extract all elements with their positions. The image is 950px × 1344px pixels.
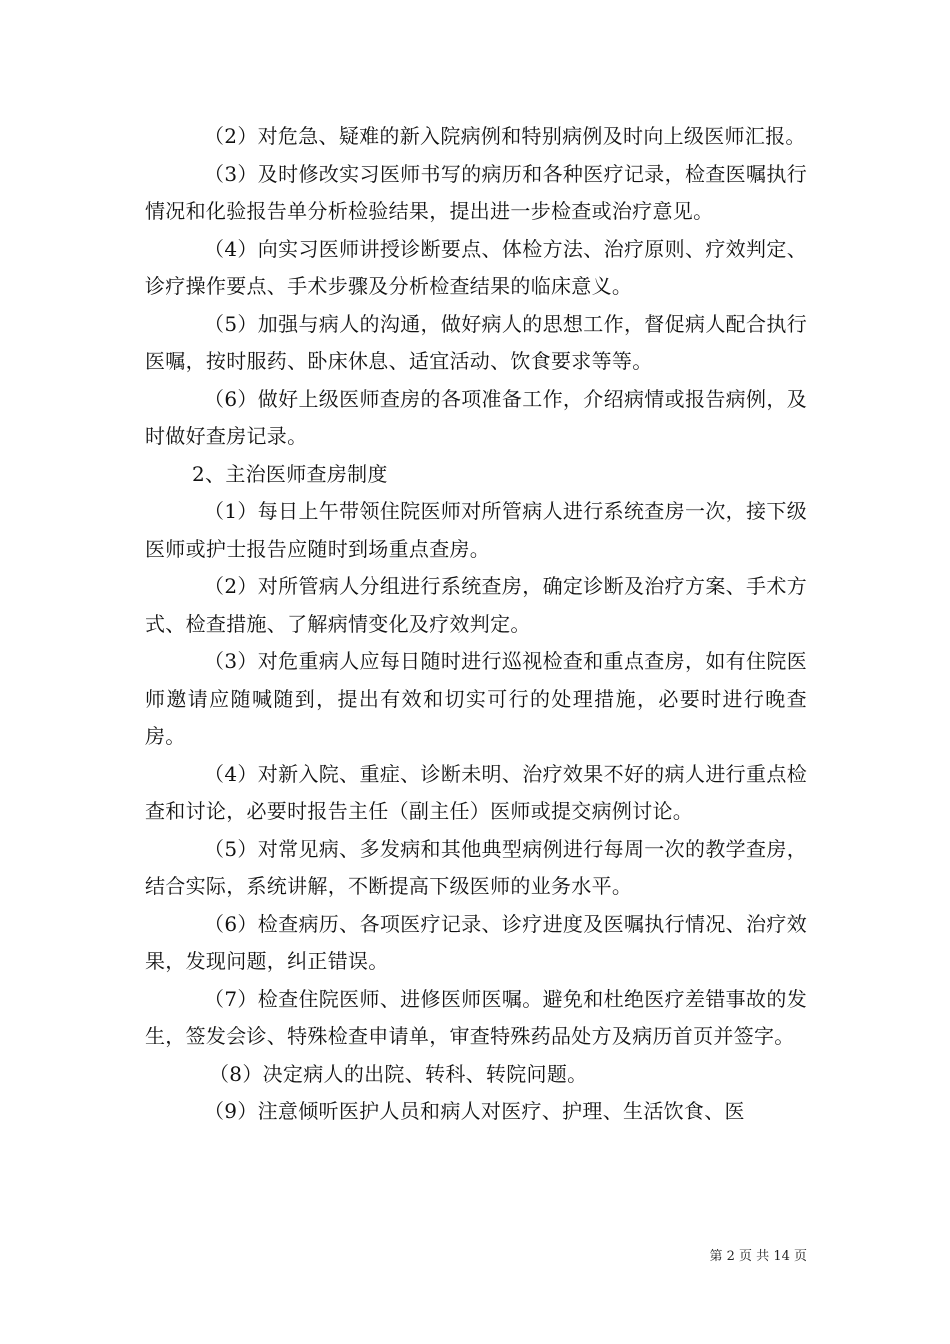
paragraph-attending-2: （2）对所管病人分组进行系统查房，确定诊断及治疗方案、手术方式、检查措施、了解病情变化及疗效判定。 [145, 574, 807, 636]
paragraph-item-6: （6）做好上级医师查房的各项准备工作，介绍病情或报告病例，及时做好查房记录。 [145, 386, 807, 448]
paragraph-item-2: （2）对危急、疑难的新入院病例和特别病例及时向上级医师汇报。 [204, 124, 806, 148]
paragraph-item-3: （3）及时修改实习医师书写的病历和各种医疗记录，检查医嘱执行情况和化验报告单分析检验结果，提出进一步检查或治疗意见。 [145, 161, 807, 223]
page-number-footer: 第 2 页 共 14 页 [709, 1249, 807, 1264]
paragraph-item-4: （4）向实习医师讲授诊断要点、体检方法、治疗原则、疗效判定、诊疗操作要点、手术步骤及分析检查结果的临床意义。 [145, 236, 807, 298]
paragraph-attending-5: （5）对常见病、多发病和其他典型病例进行每周一次的教学查房，结合实际，系统讲解，不断提高下级医师的业务水平。 [145, 836, 807, 898]
paragraph-attending-7: （7）检查住院医师、进修医师医嘱。避免和杜绝医疗差错事故的发生，签发会诊、特殊检查申请单，审查特殊药品处方及病历首页并签字。 [145, 986, 807, 1048]
paragraph-attending-9: （9）注意倾听医护人员和病人对医疗、护理、生活饮食、医 [204, 1099, 745, 1123]
document-body [145, 118, 807, 1131]
section-heading: 2、主治医师查房制度 [192, 461, 388, 486]
paragraph-attending-3: （3）对危重病人应每日随时进行巡视检查和重点查房，如有住院医师邀请应随喊随到，提出有效和切实可行的处理措施，必要时进行晚查房。 [145, 649, 807, 748]
paragraph-attending-1: （1）每日上午带领住院医师对所管病人进行系统查房一次，接下级医师或护士报告应随时到场重点查房。 [145, 499, 807, 561]
paragraph-attending-6: （6）检查病历、各项医疗记录、诊疗进度及医嘱执行情况、治疗效果，发现问题，纠正错误。 [145, 911, 807, 973]
paragraph-attending-8: （8）决定病人的出院、转科、转院问题。 [209, 1061, 588, 1086]
paragraph-attending-4: （4）对新入院、重症、诊断未明、治疗效果不好的病人进行重点检查和讨论，必要时报告主任（副主任）医师或提交病例讨论。 [145, 761, 807, 823]
paragraph-item-5: （5）加强与病人的沟通，做好病人的思想工作，督促病人配合执行医嘱，按时服药、卧床休息、适宜活动、饮食要求等等。 [145, 311, 807, 373]
